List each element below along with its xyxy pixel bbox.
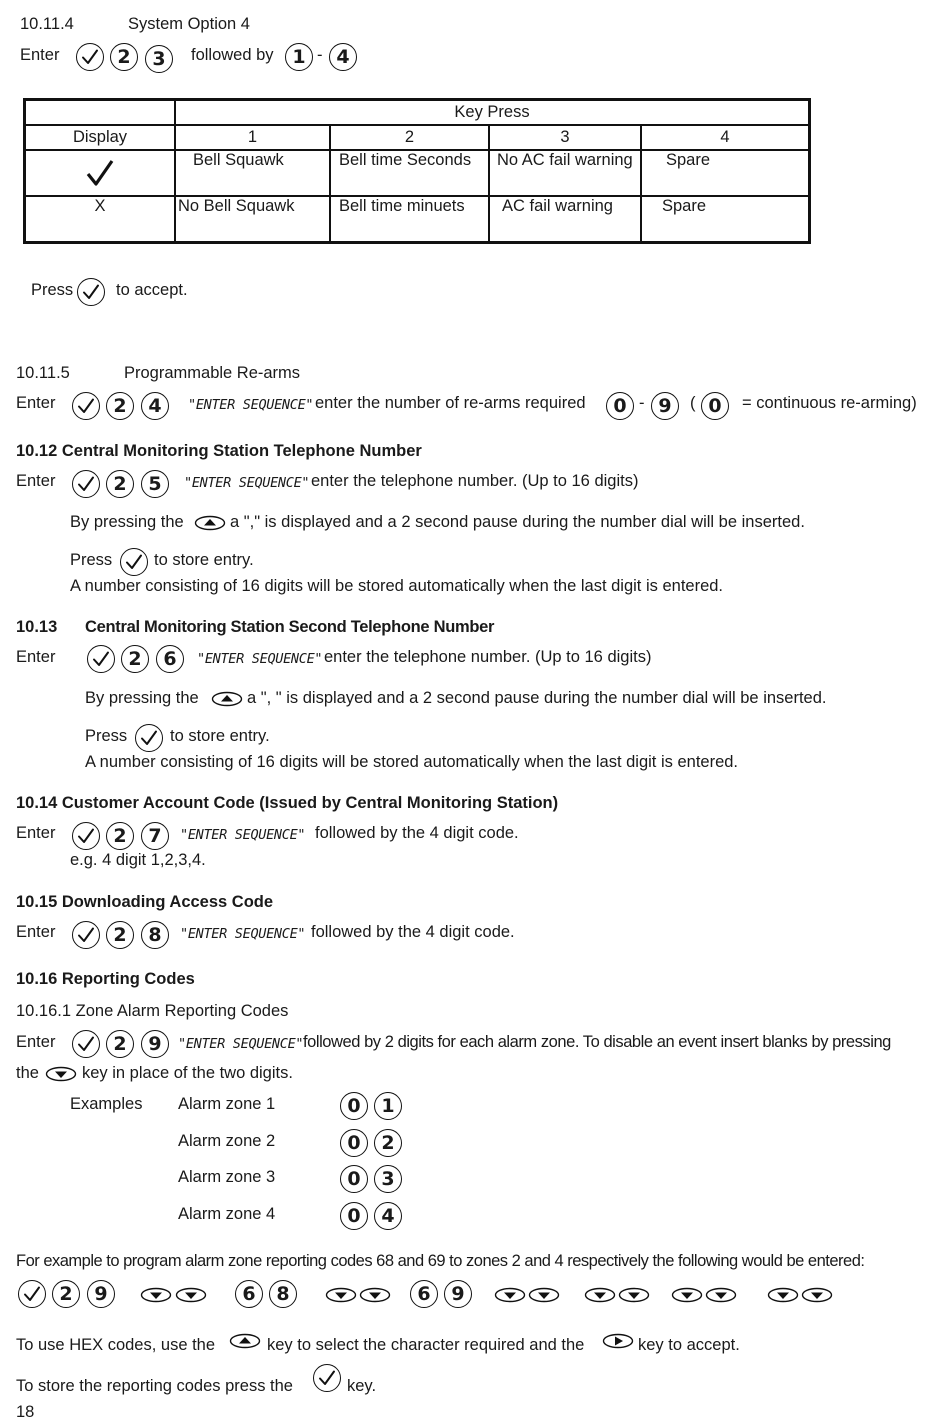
down-arrow-key-icon: [671, 1287, 703, 1308]
example-zone-label: Alarm zone 2: [178, 1132, 276, 1150]
section-text: followed by the 4 digit code.: [311, 923, 515, 941]
digit-key: 2: [106, 1030, 134, 1058]
tick-icon: [85, 158, 115, 188]
digit-key: 0: [701, 392, 729, 420]
up-arrow-key-icon: [229, 1333, 261, 1354]
digit-key: 6: [235, 1280, 263, 1308]
check-key-icon: [120, 548, 148, 576]
digit-key: 4: [374, 1202, 402, 1230]
digit-key: 2: [52, 1280, 80, 1308]
enter-label: Enter: [16, 472, 56, 490]
digit-key: 0: [340, 1092, 368, 1120]
table-cell: AC fail warning: [489, 196, 641, 243]
digit-key: 0: [606, 392, 634, 420]
right-arrow-key-icon: [602, 1333, 634, 1354]
store-entry-label: to store entry.: [170, 727, 270, 745]
hex-text-end: key to accept.: [638, 1336, 740, 1354]
check-key-icon: [87, 645, 115, 673]
enter-sequence-label: "ENTER SEQUENCE": [188, 397, 314, 413]
column-header: 4: [641, 125, 810, 150]
table-cell: No Bell Squawk: [175, 196, 330, 243]
digit-key: 9: [651, 392, 679, 420]
pressing-text-start: By pressing the: [70, 513, 184, 531]
column-header: 1: [175, 125, 330, 150]
pressing-text-end: a "," is displayed and a 2 second pause during the number dial will be inserted.: [230, 513, 805, 531]
digit-key: 1: [285, 43, 313, 71]
section-number-10-11-5: 10.11.5: [16, 364, 70, 382]
digit-key: 2: [121, 645, 149, 673]
digit-key: 9: [87, 1280, 115, 1308]
digit-key: 2: [106, 921, 134, 949]
down-arrow-key-icon: [45, 1066, 77, 1087]
tick-display-cell: [25, 150, 176, 196]
section-title-rearms: Programmable Re-arms: [124, 364, 301, 382]
to-accept-label: to accept.: [116, 281, 188, 299]
press-label: Press: [70, 551, 113, 569]
table-cell: Bell time Seconds: [330, 150, 489, 196]
open-paren: (: [690, 394, 696, 412]
table-cell: Spare: [641, 150, 810, 196]
check-key-icon: [313, 1364, 341, 1392]
example-zone-label: Alarm zone 4: [178, 1205, 276, 1223]
key-press-header: Key Press: [175, 100, 810, 126]
enter-sequence-label: "ENTER SEQUENCE": [197, 651, 323, 667]
enter-label: Enter: [16, 824, 56, 842]
section-text: followed by 2 digits for each alarm zone. To disable an event insert blanks by pressing: [303, 1033, 891, 1051]
check-key-icon: [76, 43, 104, 71]
down-arrow-key-icon: [528, 1287, 560, 1308]
check-key-icon: [72, 470, 100, 498]
digit-key: 1: [374, 1092, 402, 1120]
enter-label: Enter: [16, 394, 56, 412]
section-text: enter the number of re-arms required: [315, 394, 586, 412]
check-key-icon: [77, 278, 105, 306]
enter-sequence-label: "ENTER SEQUENCE": [178, 1036, 304, 1052]
down-arrow-key-icon: [359, 1287, 391, 1308]
digit-key: 2: [110, 43, 138, 71]
digit-key: 9: [141, 1030, 169, 1058]
press-label: Press: [85, 727, 128, 745]
digit-key: 6: [156, 645, 184, 673]
digit-key: 0: [340, 1165, 368, 1193]
enter-sequence-label: "ENTER SEQUENCE": [180, 827, 306, 843]
page-number: 18: [16, 1403, 35, 1421]
down-arrow-key-icon: [494, 1287, 526, 1308]
digit-key: 9: [444, 1280, 472, 1308]
pressing-text-start: By pressing the: [85, 689, 199, 707]
store-text-start: To store the reporting codes press the: [16, 1377, 293, 1395]
table-cell: Spare: [641, 196, 810, 243]
section-text: enter the telephone number. (Up to 16 digits): [324, 648, 652, 666]
enter-label: Enter: [20, 46, 60, 64]
store-text-end: key.: [347, 1377, 377, 1395]
the-label: the: [16, 1064, 39, 1082]
check-key-icon: [72, 1030, 100, 1058]
enter-label: Enter: [16, 923, 56, 941]
check-key-icon: [135, 724, 163, 752]
system-option-table: [23, 98, 811, 244]
check-key-icon: [72, 822, 100, 850]
digit-key: 2: [106, 822, 134, 850]
up-arrow-key-icon: [211, 691, 243, 712]
pressing-text-end: a ", " is displayed and a 2 second pause during the number dial will be inserted.: [247, 689, 827, 707]
x-display-cell: X: [25, 196, 176, 243]
enter-label: Enter: [16, 648, 56, 666]
column-header: 2: [330, 125, 489, 150]
digit-key: 4: [141, 392, 169, 420]
digit-key: 5: [141, 470, 169, 498]
digit-key: 8: [269, 1280, 297, 1308]
digit-key: 2: [106, 392, 134, 420]
section-heading-10-12: 10.12 Central Monitoring Station Telephone Number: [16, 442, 422, 460]
example-note: e.g. 4 digit 1,2,3,4.: [70, 851, 206, 869]
digit-key: 2: [106, 470, 134, 498]
digit-key: 3: [145, 45, 173, 73]
section-text: enter the telephone number. (Up to 16 digits): [311, 472, 639, 490]
down-arrow-key-icon: [618, 1287, 650, 1308]
example-zone-label: Alarm zone 3: [178, 1168, 276, 1186]
column-header: 3: [489, 125, 641, 150]
digit-key: 7: [141, 822, 169, 850]
digit-key: 4: [329, 43, 357, 71]
press-label: Press: [31, 281, 74, 299]
continuous-rearming-text: = continuous re-arming): [742, 394, 917, 412]
digit-key: 0: [340, 1129, 368, 1157]
store-entry-label: to store entry.: [154, 551, 254, 569]
section-heading-10-15: 10.15 Downloading Access Code: [16, 893, 274, 911]
section-number-10-11-4: 10.11.4: [20, 15, 74, 33]
digit-key: 6: [410, 1280, 438, 1308]
down-arrow-key-icon: [325, 1287, 357, 1308]
digit-key: 2: [374, 1129, 402, 1157]
range-dash: -: [317, 46, 323, 64]
examples-label: Examples: [70, 1095, 143, 1113]
subsection-heading-10-16-1: 10.16.1 Zone Alarm Reporting Codes: [16, 1002, 289, 1020]
down-arrow-key-icon: [175, 1287, 207, 1308]
display-header: Display: [25, 125, 176, 150]
section-text: followed by the 4 digit code.: [315, 824, 519, 842]
check-key-icon: [72, 392, 100, 420]
table-cell: Bell time minuets: [330, 196, 489, 243]
check-key-icon: [18, 1280, 46, 1308]
section-number-10-13: 10.13: [16, 618, 58, 636]
enter-sequence-label: "ENTER SEQUENCE": [184, 475, 310, 491]
hex-text-start: To use HEX codes, use the: [16, 1336, 216, 1354]
down-arrow-key-icon: [140, 1287, 172, 1308]
example-zone-label: Alarm zone 1: [178, 1095, 276, 1113]
for-example-text: For example to program alarm zone reporting codes 68 and 69 to zones 2 and 4 respectively the following would be entered:: [16, 1252, 865, 1270]
range-dash: -: [639, 394, 645, 412]
enter-label: Enter: [16, 1033, 56, 1051]
key-in-place-text: key in place of the two digits.: [82, 1064, 293, 1082]
digit-key: 3: [374, 1165, 402, 1193]
followed-by-label: followed by: [191, 46, 274, 64]
enter-sequence-label: "ENTER SEQUENCE": [180, 926, 306, 942]
section-title-system-option-4: System Option 4: [128, 15, 250, 33]
table-cell: No AC fail warning: [489, 150, 641, 196]
table-cell: Bell Squawk: [175, 150, 330, 196]
auto-store-note: A number consisting of 16 digits will be stored automatically when the last digit is entered.: [70, 577, 724, 595]
section-heading-10-16: 10.16 Reporting Codes: [16, 970, 195, 988]
digit-key: 0: [340, 1202, 368, 1230]
hex-text-middle: key to select the character required and the: [267, 1336, 585, 1354]
section-heading-10-14: 10.14 Customer Account Code (Issued by Central Monitoring Station): [16, 794, 559, 812]
table-corner-cell: [25, 100, 176, 126]
check-key-icon: [72, 921, 100, 949]
digit-key: 8: [141, 921, 169, 949]
down-arrow-key-icon: [767, 1287, 799, 1308]
down-arrow-key-icon: [705, 1287, 737, 1308]
auto-store-note: A number consisting of 16 digits will be stored automatically when the last digit is entered.: [85, 753, 739, 771]
down-arrow-key-icon: [801, 1287, 833, 1308]
section-heading-10-13: Central Monitoring Station Second Telephone Number: [85, 618, 495, 636]
down-arrow-key-icon: [584, 1287, 616, 1308]
up-arrow-key-icon: [194, 515, 226, 536]
